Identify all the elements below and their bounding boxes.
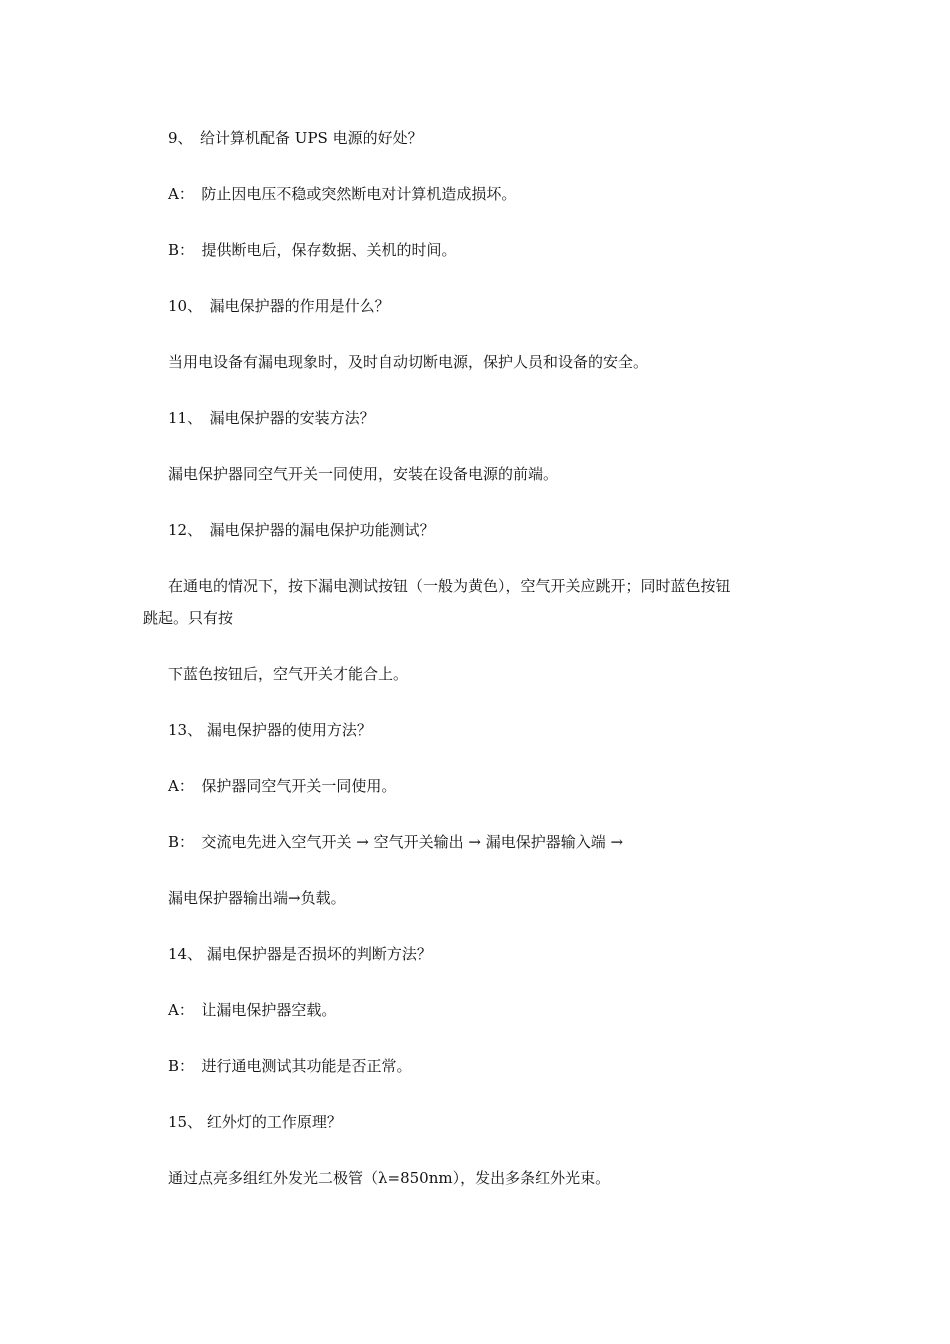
answer-12-line-3: 下蓝色按钮后，空气开关才能合上。 [168,665,409,683]
question-13: 13、 漏电保护器的使用方法？ [168,721,372,739]
question-11: 11、 漏电保护器的安装方法？ [168,409,375,427]
question-12: 12、 漏电保护器的漏电保护功能测试？ [168,521,435,539]
answer-12-line-1: 在通电的情况下，按下漏电测试按钮（一般为黄色），空气开关应跳开；同时蓝色按钮 [168,577,731,595]
question-14: 14、 漏电保护器是否损坏的判断方法？ [168,945,432,963]
answer-15: 通过点亮多组红外发光二极管（λ=850nm），发出多条红外光束。 [168,1169,611,1187]
question-9: 9、 给计算机配备 UPS 电源的好处？ [168,129,423,147]
answer-10: 当用电设备有漏电现象时，及时自动切断电源，保护人员和设备的安全。 [168,353,649,371]
answer-14-b: B： 进行通电测试其功能是否正常。 [168,1057,412,1075]
answer-13-a: A： 保护器同空气开关一同使用。 [168,777,397,795]
answer-9-b: B： 提供断电后，保存数据、关机的时间。 [168,241,457,259]
answer-12-line-2: 跳起。只有按 [143,609,234,627]
answer-13-b: B： 交流电先进入空气开关 → 空气开关输出 → 漏电保护器输入端 → [168,833,624,851]
answer-11: 漏电保护器同空气开关一同使用，安装在设备电源的前端。 [168,465,559,483]
question-10: 10、 漏电保护器的作用是什么？ [168,297,390,315]
answer-14-a: A： 让漏电保护器空载。 [168,1001,337,1019]
question-15: 15、 红外灯的工作原理？ [168,1113,342,1131]
answer-13-b-cont: 漏电保护器输出端→负载。 [168,889,346,907]
answer-9-a: A： 防止因电压不稳或突然断电对计算机造成损坏。 [168,185,517,203]
